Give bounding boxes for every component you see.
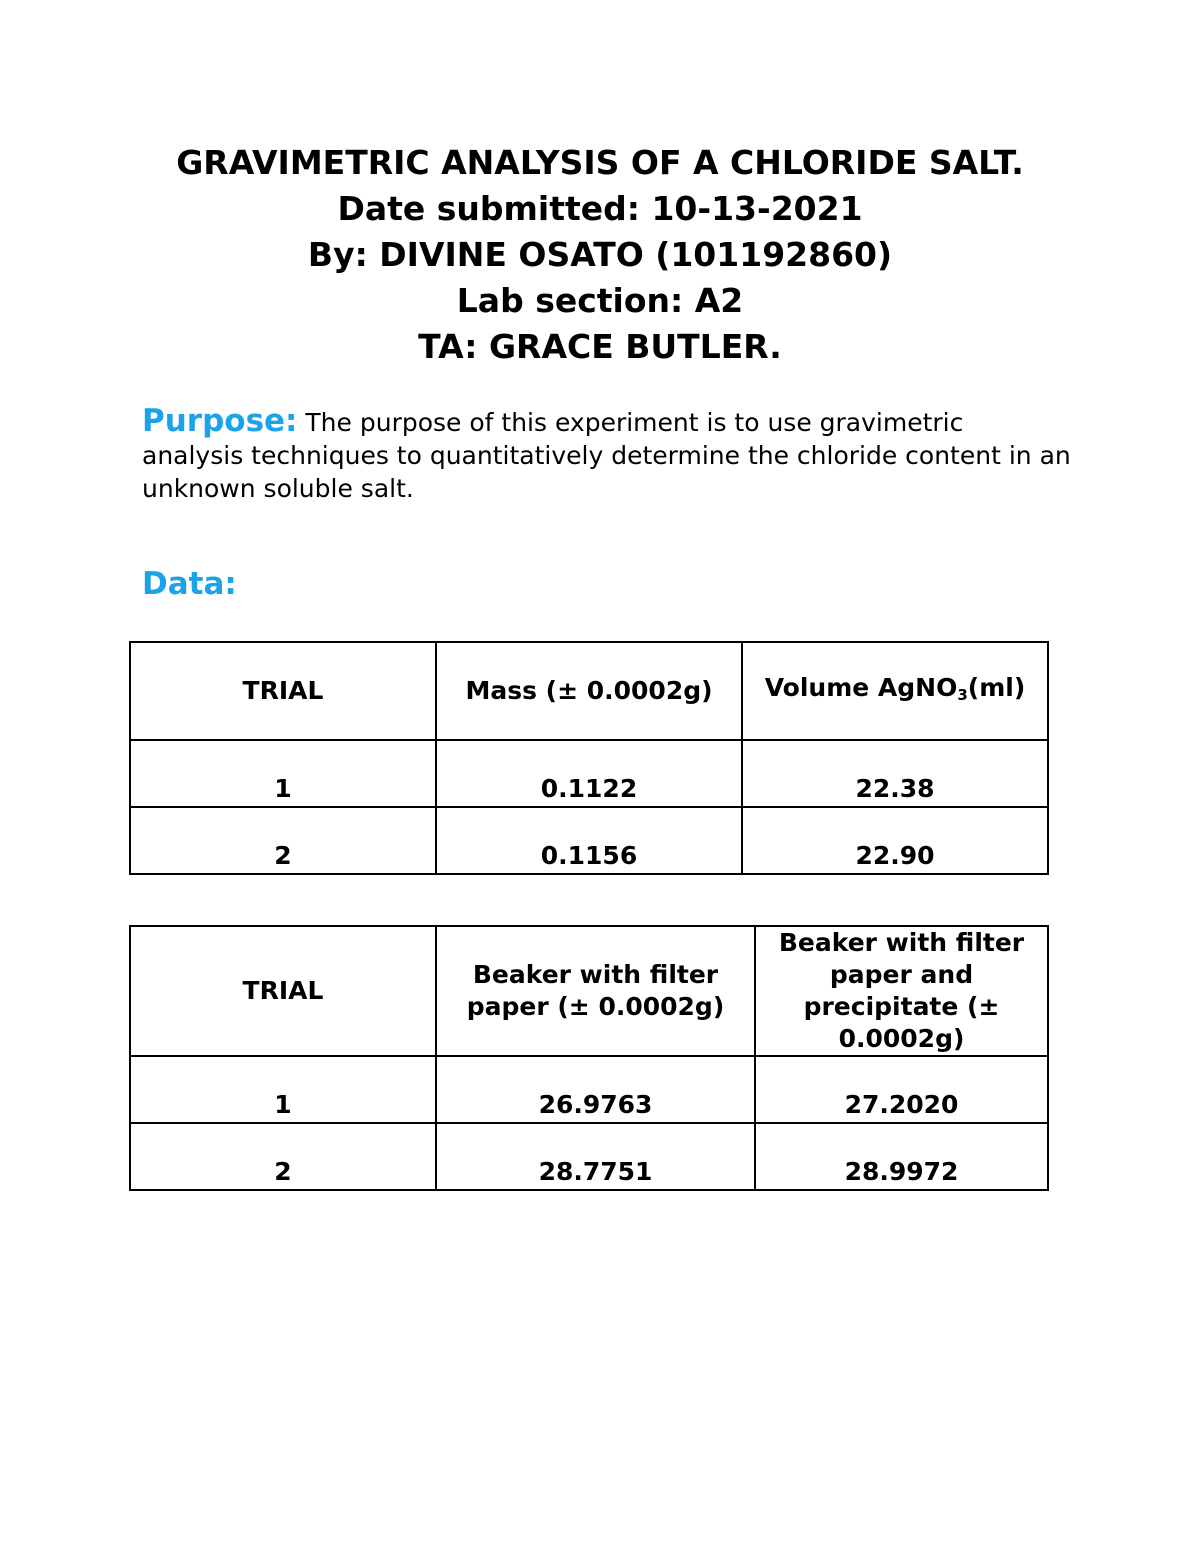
purpose-paragraph	[142, 405, 1072, 505]
table-cell: 0.1156	[436, 807, 742, 874]
table-cell: 0.1122	[436, 740, 742, 807]
table-cell: 22.90	[742, 807, 1048, 874]
document-title: GRAVIMETRIC ANALYSIS OF A CHLORIDE SALT.	[176, 143, 1024, 182]
header-cell	[742, 642, 1048, 740]
document-header	[0, 140, 1200, 370]
table-cell: 1	[130, 1056, 436, 1123]
table-cell: 2	[130, 1123, 436, 1190]
volume-unit: (ml)	[967, 672, 1026, 702]
purpose-text: The purpose of this experiment is to use gravimetric analysis techniques to quantitatively determine the chloride content in an unknown soluble salt.	[142, 408, 1071, 503]
table-header-row	[130, 926, 1048, 1056]
subscript: 3	[957, 685, 968, 704]
teaching-assistant: TA: GRACE BUTLER.	[418, 327, 782, 366]
table-row	[130, 1123, 1048, 1190]
mass-volume-table	[129, 641, 1049, 875]
author: By: DIVINE OSATO (101192860)	[307, 235, 893, 274]
header-cell: Beaker with filter paper and precipitate (± 0.0002g)	[755, 926, 1048, 1056]
table-cell: 22.38	[742, 740, 1048, 807]
header-cell: Beaker with filter paper (± 0.0002g)	[436, 926, 755, 1056]
beaker-mass-table	[129, 925, 1049, 1191]
date-submitted: Date submitted: 10-13-2021	[337, 189, 863, 228]
table-row	[130, 740, 1048, 807]
purpose-label: Purpose:	[142, 403, 298, 439]
header-cell: TRIAL	[130, 926, 436, 1056]
header-cell: Mass (± 0.0002g)	[436, 642, 742, 740]
header-cell: TRIAL	[130, 642, 436, 740]
table-cell: 28.9972	[755, 1123, 1048, 1190]
data-heading: Data:	[142, 566, 237, 602]
table-cell: 2	[130, 807, 436, 874]
table-cell: 28.7751	[436, 1123, 755, 1190]
lab-section: Lab section: A2	[456, 281, 744, 320]
table-header-row	[130, 642, 1048, 740]
table-row	[130, 1056, 1048, 1123]
table-cell: 26.9763	[436, 1056, 755, 1123]
table-cell: 27.2020	[755, 1056, 1048, 1123]
table-cell: 1	[130, 740, 436, 807]
table-row	[130, 807, 1048, 874]
volume-label: Volume AgNO	[764, 672, 958, 702]
